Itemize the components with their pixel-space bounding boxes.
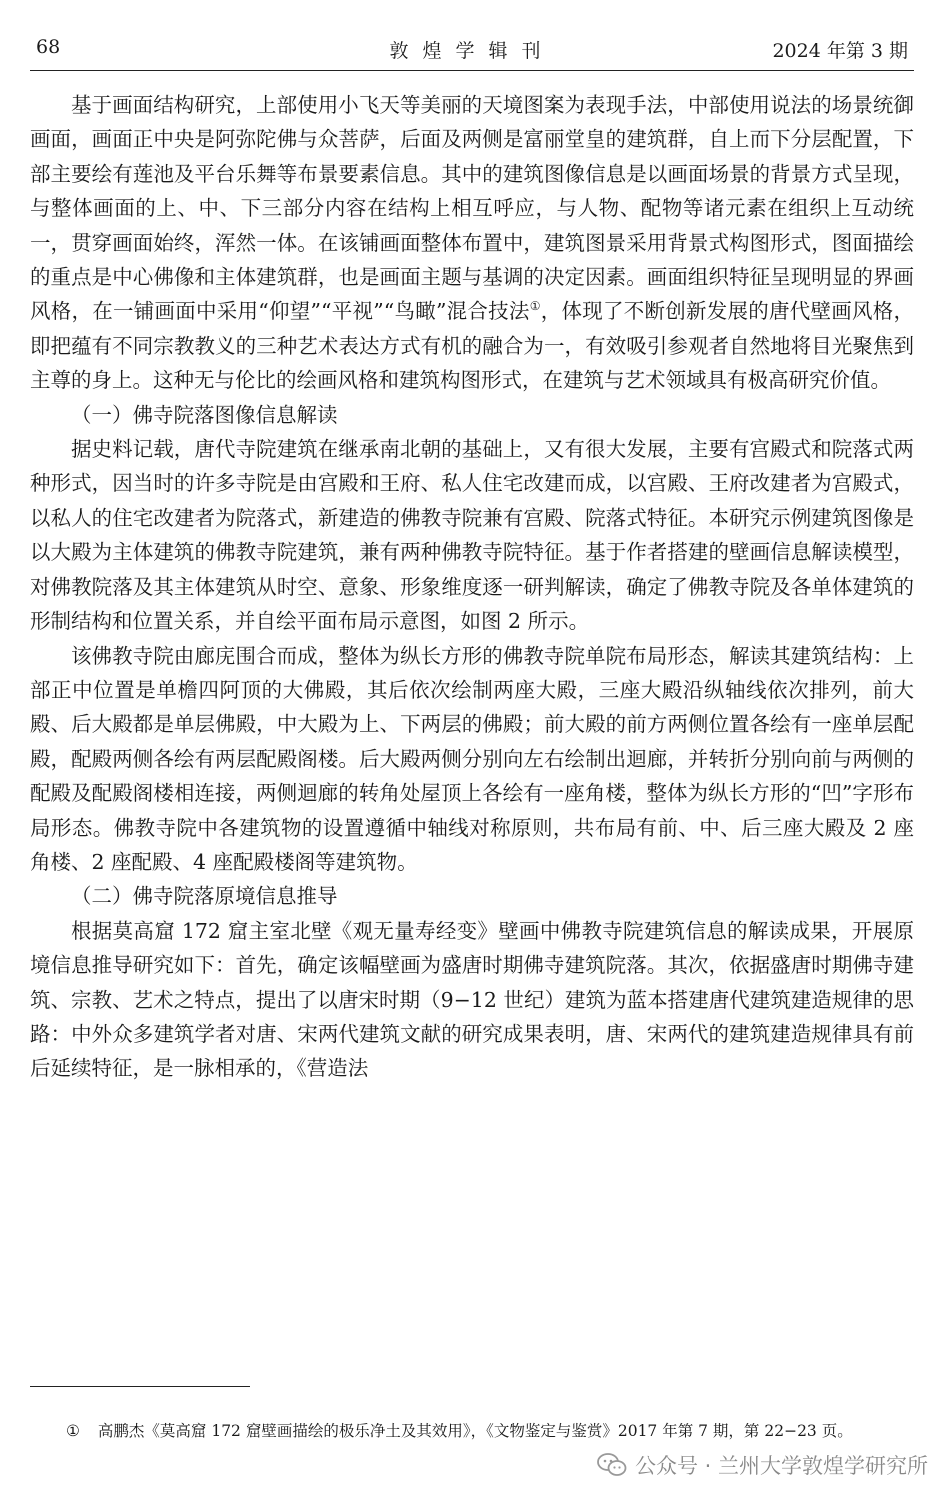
footnote — [66, 1420, 926, 1442]
wechat-icon — [597, 1452, 627, 1478]
paragraph-4: 根据莫高窟 172 窟主室北壁《观无量寿经变》壁画中佛教寺院建筑信息的解读成果，开展原境信息推导研究如下：首先，确定该幅壁画为盛唐时期佛寺建筑院落。其次，依据盛唐时期佛寺建筑、宗教、艺术之特点，提出了以唐宋时期（9−12 世纪）建筑为蓝本搭建唐代建筑建造规律的思路：中外众多建筑学者对唐、宋两代建筑文献的研究成果表明，唐、宋两代的建筑建造规律具有前后延续特征，是一脉相承的，《营造法 — [30, 918, 914, 1081]
footnote-mark: ① — [66, 1422, 80, 1440]
page — [30, 0, 914, 1501]
running-header — [30, 30, 914, 71]
footnote-divider — [30, 1386, 250, 1387]
page-number: 68 — [36, 36, 61, 58]
wechat-watermark — [597, 1448, 928, 1482]
paragraph-2: 据史料记载，唐代寺院建筑在继承南北朝的基础上，又有很大发展，主要有宫殿式和院落式两种形式，因当时的许多寺院是由宫殿和王府、私人住宅改建而成，以宫殿、王府改建者为宫殿式，以私人的住宅改建者为院落式，新建造的佛教寺院兼有宫殿、院落式特征。本研究示例建筑图像是以大殿为主体建筑的佛教寺院建筑，兼有两种佛教寺院特征。基于作者搭建的壁画信息解读模型，对佛教院落及其主体建筑从时空、意象、形象维度逐一研判解读，确定了佛教寺院及各单体建筑的形制结构和位置关系，并自绘平面布局示意图，如图 2 所示。 — [30, 437, 914, 634]
watermark-text: 公众号 · 兰州大学敦煌学研究所 — [634, 1454, 928, 1478]
footnote-text: 高鹏杰《莫高窟 172 窟壁画描绘的极乐净土及其效用》，《文物鉴定与鉴赏》2017 年第 7 期，第 22−23 页。 — [97, 1422, 853, 1440]
journal-title: 敦煌学辑刊 — [389, 40, 555, 62]
section-heading-2: （二）佛寺院落原境信息推导 — [71, 884, 338, 909]
section-heading-1: （一）佛寺院落图像信息解读 — [71, 402, 338, 427]
footnote-reference[interactable]: ① — [529, 299, 541, 314]
paragraph-1: 基于画面结构研究，上部使用小飞天等美丽的天境图案为表现手法，中部使用说法的场景统御画面，画面正中央是阿弥陀佛与众菩萨，后面及两侧是富丽堂皇的建筑群，自上而下分层配置，下部主要绘有莲池及平台乐舞等布景要素信息。其中的建筑图像信息是以画面场景的背景方式呈现，与整体画面的上、中、下三部分内容在结构上相互呼应，与人物、配物等诸元素在组织上互动统一，贯穿画面始终，浑然一体。在该铺画面整体布置中，建筑图景采用背景式构图形式，图面描绘的重点是中心佛像和主体建筑群，也是画面主题与基调的决定因素。画面组织特征呈现明显的界画风格，在一铺画面中采用“仰望”“平视”“鸟瞰”混合技法①，体现了不断创新发展的唐代壁画风格，即把蕴有不同宗教教义的三种艺术表达方式有机的融合为一，有效吸引参观者自然地将目光聚焦到主尊的身上。这种无与伦比的绘画风格和建筑构图形式，在建筑与艺术领域具有极高研究价值。 — [30, 93, 914, 393]
paragraph-3: 该佛教寺院由廊庑围合而成，整体为纵长方形的佛教寺院单院布局形态，解读其建筑结构：上部正中位置是单檐四阿顶的大佛殿，其后依次绘制两座大殿，三座大殿沿纵轴线依次排列，前大殿、后大殿都是单层佛殿，中大殿为上、下两层的佛殿；前大殿的前方两侧位置各绘有一座单层配殿，配殿两侧各绘有两层配殿阁楼。后大殿两侧分别向左右绘制出迴廊，并转折分别向前与两侧的配殿及配殿阁楼相连接，两侧迴廊的转角处屋顶上各绘有一座角楼，整体为纵长方形的“凹”字形布局形态。佛教寺院中各建筑物的设置遵循中轴线对称原则，共布局有前、中、后三座大殿及 2 座角楼、2 座配殿、4 座配殿楼阁等建筑物。 — [30, 643, 914, 874]
issue-label: 2024 年第 3 期 — [772, 40, 908, 62]
article-body — [30, 88, 914, 1086]
